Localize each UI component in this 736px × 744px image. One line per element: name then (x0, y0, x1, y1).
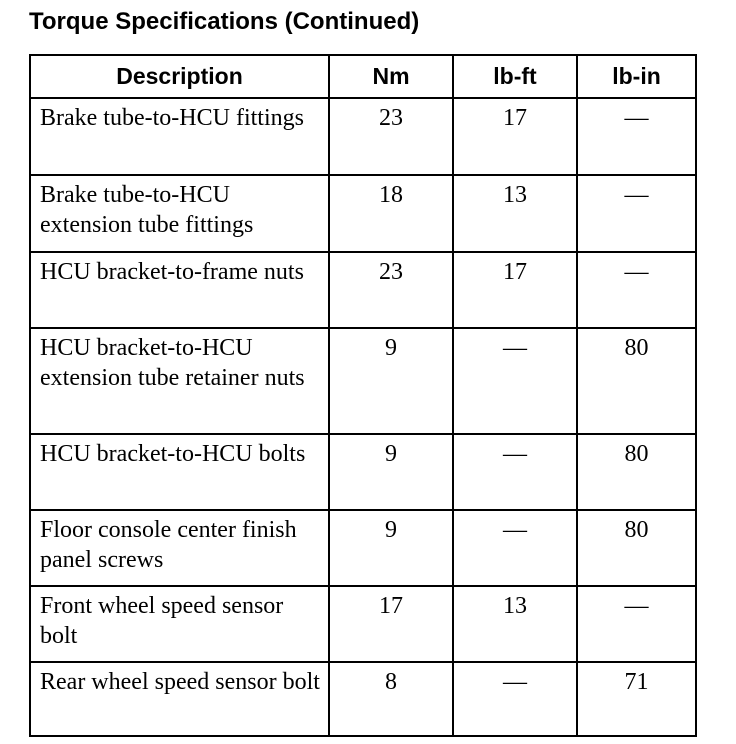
row-lbft: — (453, 510, 577, 586)
row-lbin: — (577, 252, 696, 328)
header-lbin: lb-in (577, 55, 696, 98)
row-lbin: 71 (577, 662, 696, 736)
table-row (30, 586, 696, 662)
page-title: Torque Specifications (Continued) (29, 8, 420, 35)
row-lbin: — (577, 586, 696, 662)
table-row (30, 175, 696, 252)
row-nm: 9 (329, 434, 453, 510)
header-description: Description (30, 55, 329, 98)
row-nm: 17 (329, 586, 453, 662)
row-nm: 8 (329, 662, 453, 736)
row-lbft: 13 (453, 175, 577, 252)
row-nm: 18 (329, 175, 453, 252)
row-nm: 23 (329, 252, 453, 328)
row-lbin: — (577, 98, 696, 175)
table-row (30, 98, 696, 175)
table-row (30, 434, 696, 510)
row-nm: 9 (329, 328, 453, 434)
row-nm: 9 (329, 510, 453, 586)
row-description: Front wheel speed sensor bolt (30, 586, 329, 662)
row-lbin: — (577, 175, 696, 252)
row-lbft: 17 (453, 98, 577, 175)
header-lbft: lb-ft (453, 55, 577, 98)
row-description: Brake tube-to-HCU fittings (30, 98, 329, 175)
row-nm: 23 (329, 98, 453, 175)
table-row (30, 252, 696, 328)
row-description: HCU bracket-to-HCU bolts (30, 434, 329, 510)
row-description: Brake tube-to-HCU extension tube fittings (30, 175, 329, 252)
row-lbin: 80 (577, 434, 696, 510)
row-lbft: — (453, 328, 577, 434)
torque-spec-table (29, 54, 697, 737)
row-lbft: 13 (453, 586, 577, 662)
table-row (30, 510, 696, 586)
table-row (30, 328, 696, 434)
row-lbft: — (453, 662, 577, 736)
header-nm: Nm (329, 55, 453, 98)
row-lbin: 80 (577, 510, 696, 586)
row-lbft: — (453, 434, 577, 510)
row-description: Floor console center finish panel screws (30, 510, 329, 586)
table-row (30, 662, 696, 736)
table-header-row (30, 55, 696, 98)
row-description: Rear wheel speed sensor bolt (30, 662, 329, 736)
row-description: HCU bracket-to-HCU extension tube retainer nuts (30, 328, 329, 434)
row-lbin: 80 (577, 328, 696, 434)
row-description: HCU bracket-to-frame nuts (30, 252, 329, 328)
row-lbft: 17 (453, 252, 577, 328)
